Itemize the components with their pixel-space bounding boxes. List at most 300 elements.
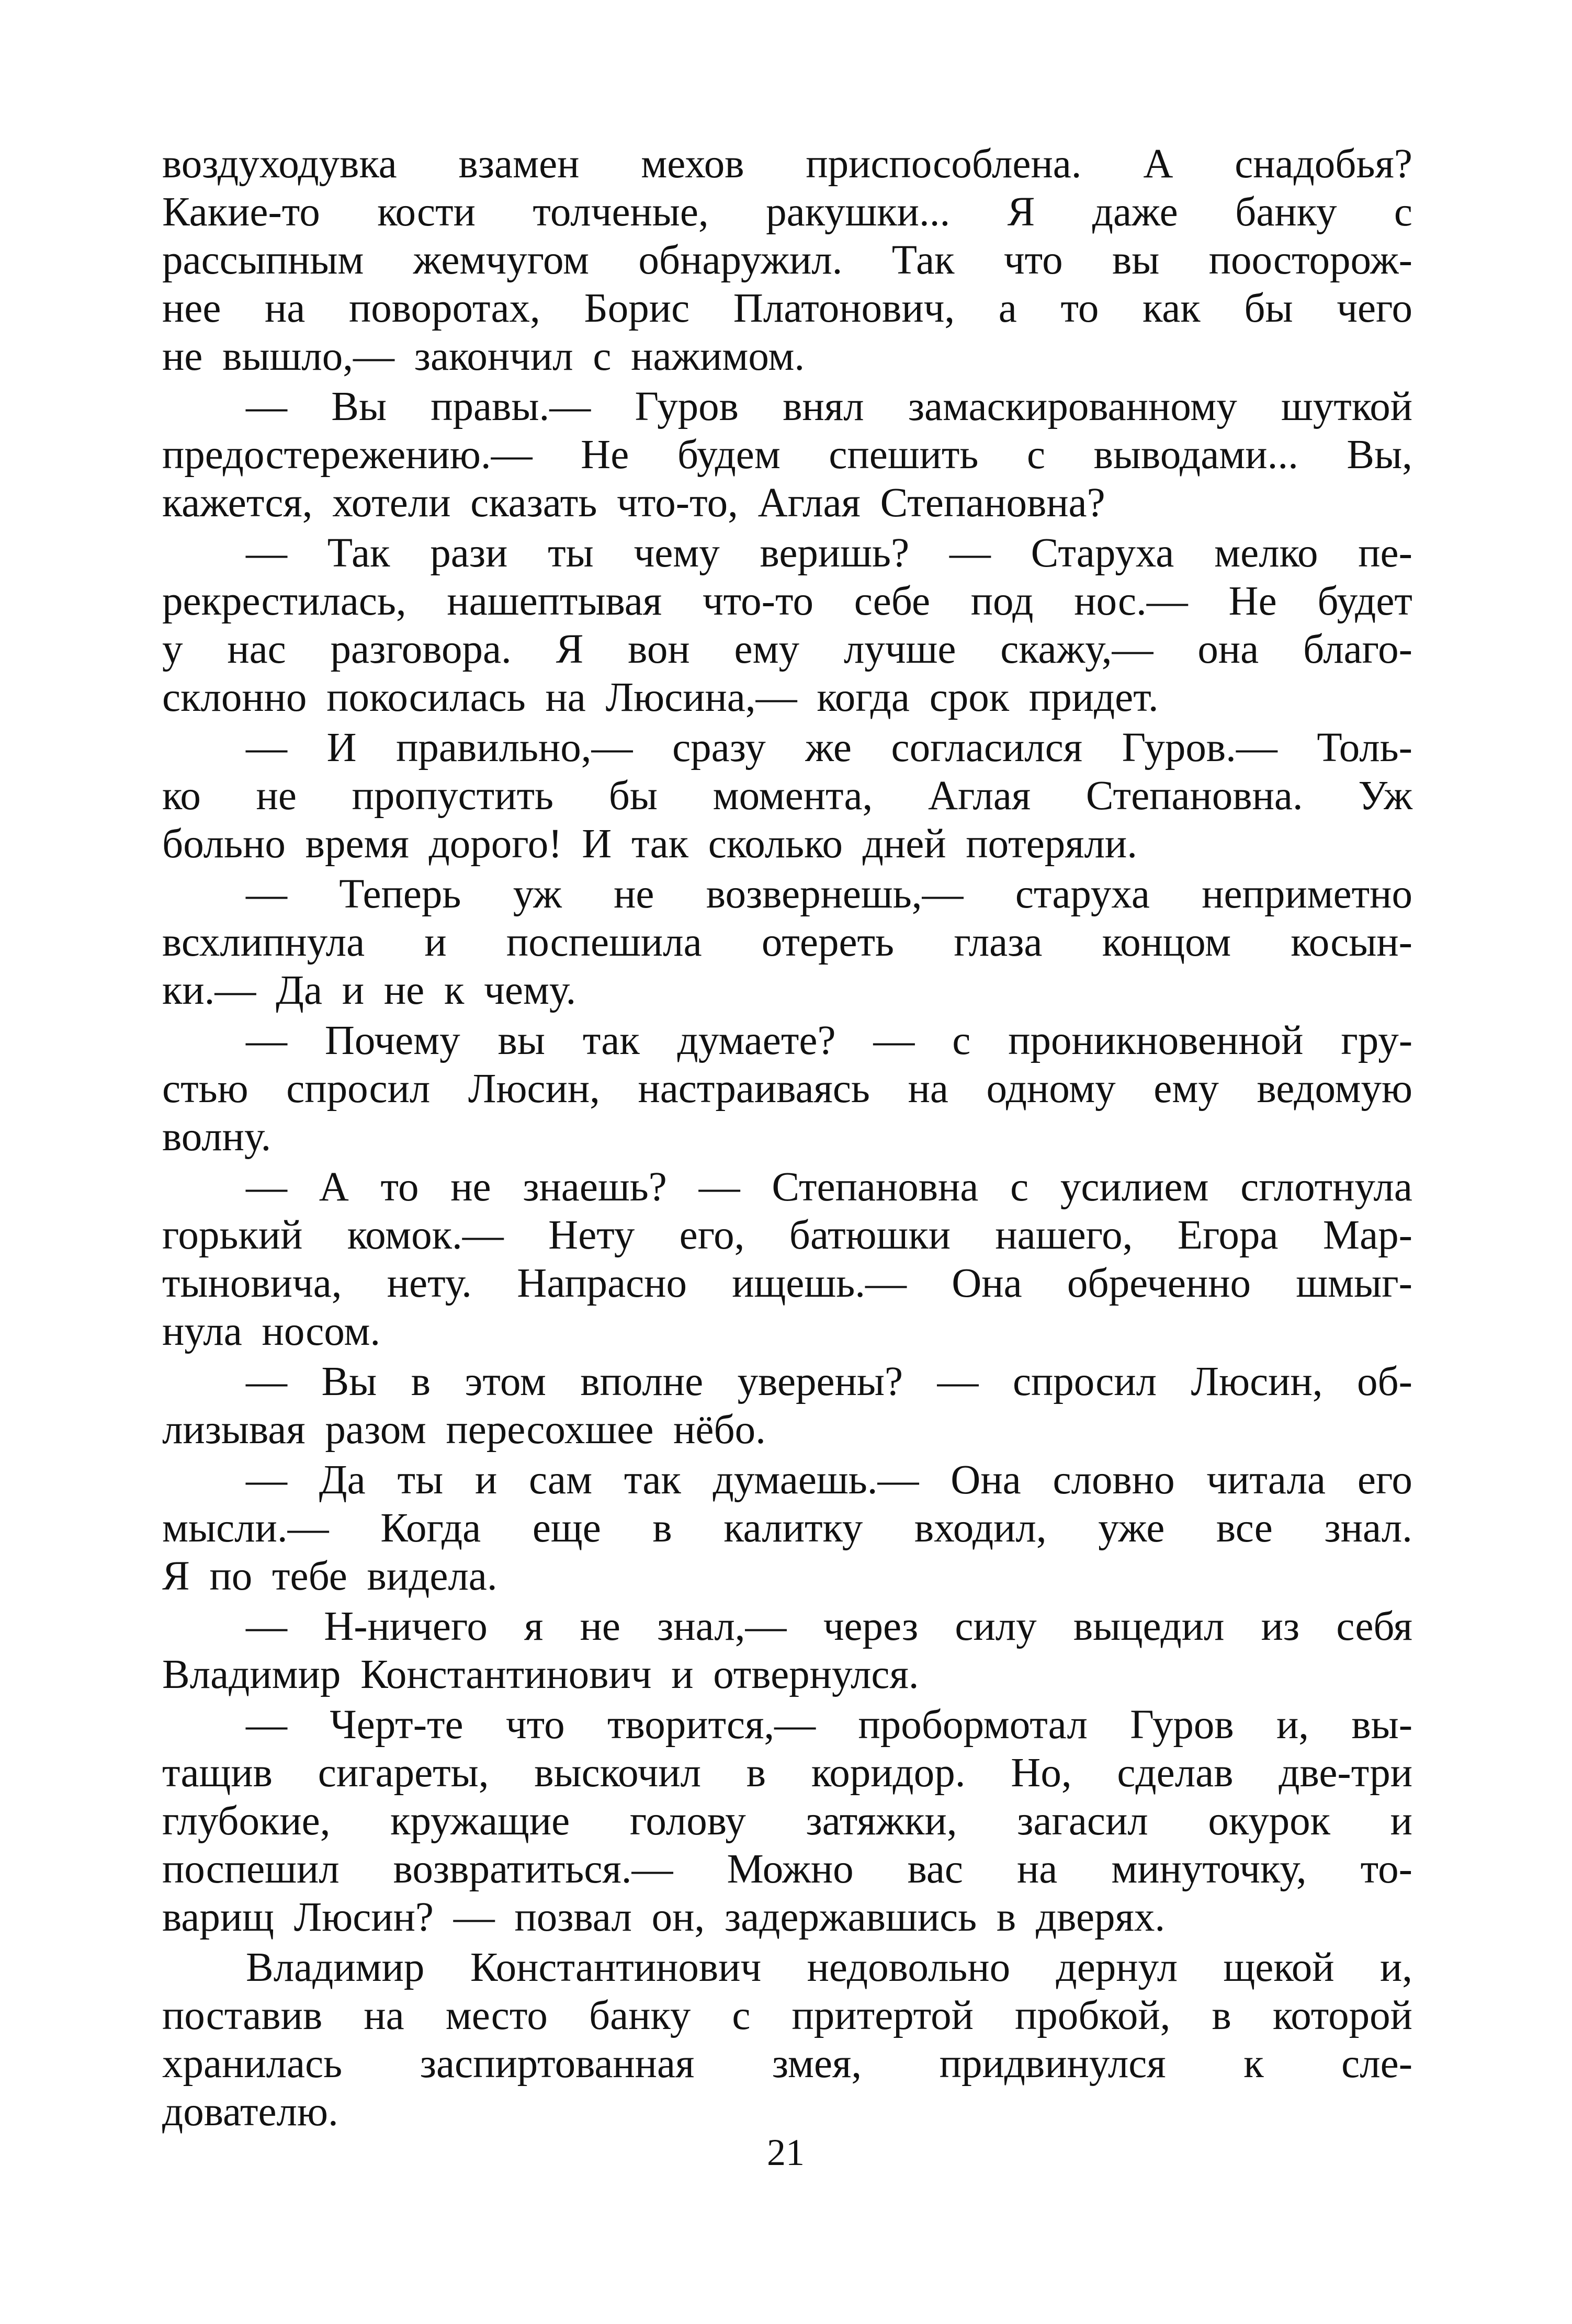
word: он, (651, 1895, 705, 1940)
text-line (162, 1308, 1412, 1356)
word: на (908, 1066, 948, 1112)
word: с (1010, 1164, 1029, 1210)
word: А (1143, 141, 1173, 187)
word: — (246, 725, 287, 770)
word: нос.— (1074, 579, 1188, 624)
word: ты (397, 1457, 444, 1503)
word: так (624, 1457, 681, 1503)
word: дорого! (428, 821, 562, 867)
text-line (162, 1552, 1412, 1601)
word: читала (1206, 1457, 1326, 1503)
word: — (873, 1018, 915, 1063)
word: с (1394, 189, 1412, 235)
word: Степановна. (1085, 773, 1303, 819)
word: Люсин, (468, 1066, 600, 1112)
word: ведомую (1257, 1066, 1412, 1112)
word: нашептывая (447, 579, 662, 624)
word: — (246, 384, 287, 429)
word: не (614, 871, 654, 917)
word: видела. (367, 1554, 497, 1599)
word: с (732, 1993, 751, 2038)
word: Почему (324, 1018, 460, 1063)
word: — (246, 1702, 287, 1748)
word: нету. (387, 1261, 472, 1306)
word: уже (1098, 1505, 1165, 1551)
word: И (326, 725, 357, 770)
text-line (162, 1701, 1412, 1749)
word: мысли.— (162, 1505, 329, 1551)
word: Я (162, 1554, 190, 1599)
word: правильно,— (396, 725, 633, 770)
text-line (162, 820, 1412, 868)
word: Толь- (1317, 725, 1412, 770)
body-text (162, 140, 1412, 2136)
word: пересохшее (446, 1407, 654, 1453)
word: жемчугом (413, 237, 590, 283)
word: косын- (1291, 920, 1412, 965)
word: Люсин? (293, 1895, 434, 1940)
word: и (342, 968, 365, 1013)
text-line (162, 1211, 1412, 1260)
word: позвал (514, 1895, 632, 1940)
word: в (652, 1505, 672, 1551)
word: ко (162, 773, 201, 819)
word: носом. (262, 1309, 381, 1354)
word: Вы (321, 1359, 377, 1404)
text-line (162, 1651, 1412, 1699)
word: глаза (954, 920, 1043, 965)
word: мелко (1214, 530, 1318, 576)
word: сглотнула (1240, 1164, 1412, 1210)
word: хотели (332, 480, 451, 526)
word: шуткой (1281, 384, 1412, 429)
word: так (631, 821, 689, 867)
word: потеряли. (966, 821, 1137, 867)
text-line (162, 1456, 1412, 1504)
word: вон (628, 627, 690, 672)
word: Я (556, 627, 584, 672)
word: вы (497, 1018, 545, 1063)
word: думаешь.— (713, 1457, 919, 1503)
word: старуха (1015, 871, 1150, 917)
word: — (453, 1895, 495, 1940)
word: скажу,— (1000, 627, 1153, 672)
word: хранилась (162, 2041, 343, 2087)
word: предостережению.— (162, 432, 533, 478)
word: Платонович, (733, 286, 955, 331)
word: лизывая (162, 1407, 306, 1453)
word: вы- (1351, 1702, 1412, 1748)
text-line (162, 967, 1412, 1015)
word: я (524, 1604, 544, 1649)
word: Да (276, 968, 323, 1013)
word: задержавшись (724, 1895, 977, 1940)
word: Она (952, 1261, 1022, 1306)
word: будем (677, 432, 781, 478)
word: Люсин, (1191, 1359, 1323, 1404)
word: Так (891, 237, 955, 283)
word: рази (430, 530, 508, 576)
word: И (582, 821, 612, 867)
word: — (246, 1604, 287, 1649)
word: Аглая (757, 480, 861, 526)
word: минуточку, (1111, 1846, 1307, 1892)
text-line (162, 772, 1412, 820)
word: — (246, 871, 287, 917)
word: сделав (1117, 1750, 1234, 1796)
text-line (162, 1065, 1412, 1113)
word: на (545, 675, 586, 720)
word: и (1390, 1798, 1412, 1844)
word: воздуходувка (162, 141, 397, 187)
word: кости (377, 189, 476, 235)
word: в (1212, 1993, 1231, 2038)
word: из (1261, 1604, 1300, 1649)
word: нашего, (995, 1212, 1133, 1258)
word: в (996, 1895, 1016, 1940)
word: рассыпным (162, 237, 364, 283)
word: лучше (843, 627, 956, 672)
word: мехов (641, 141, 744, 187)
word: закончил (414, 334, 573, 379)
word: еще (532, 1505, 601, 1551)
word: сколько (708, 821, 843, 867)
text-line (162, 2040, 1412, 2088)
word: возвернешь,— (706, 871, 964, 917)
word: Егора (1177, 1212, 1279, 1258)
word: себе (854, 579, 931, 624)
word: покосилась (326, 675, 526, 720)
word: ищешь.— (732, 1261, 907, 1306)
word: творится,— (607, 1702, 816, 1748)
word: всхлипнула (162, 920, 365, 965)
word: не (256, 773, 297, 819)
word: ки.— (162, 968, 256, 1013)
word: банку (1235, 189, 1337, 235)
word: сигареты, (318, 1750, 489, 1796)
word: к (1243, 2041, 1264, 2087)
word: — (246, 1164, 287, 1210)
word: Нету (548, 1212, 635, 1258)
word: змея, (772, 2041, 862, 2087)
word: ему (734, 627, 800, 672)
word: Владимир (246, 1945, 425, 1990)
word: Вы (331, 384, 387, 429)
word: правы.— (431, 384, 591, 429)
word: сам (529, 1457, 593, 1503)
word: одному (986, 1066, 1116, 1112)
word: — (246, 530, 287, 576)
word: Так (327, 530, 390, 576)
word: Гуров (1130, 1702, 1234, 1748)
word: вполне (580, 1359, 704, 1404)
word: с (1027, 432, 1046, 478)
word: поспешила (506, 920, 702, 965)
word: и (671, 1652, 694, 1697)
word: себя (1336, 1604, 1412, 1649)
text-line (162, 1163, 1412, 1211)
word: Гуров (635, 384, 739, 429)
word: Какие-то (162, 189, 320, 235)
word: приспособлена. (806, 141, 1082, 187)
word: этом (465, 1359, 546, 1404)
word: спросил (1012, 1359, 1157, 1404)
word: когда (817, 675, 910, 720)
word: сразу (672, 725, 766, 770)
word: Степановна? (880, 480, 1105, 526)
word: Старуха (1031, 530, 1174, 576)
word: пропустить (352, 773, 554, 819)
word: под (970, 579, 1034, 624)
word: — (246, 1457, 287, 1503)
word: благо- (1303, 627, 1412, 672)
word: что-то (702, 579, 813, 624)
text-line (162, 724, 1412, 772)
word: нажимом. (631, 334, 805, 379)
text-line (162, 1992, 1412, 2040)
word: банку (589, 1993, 691, 2038)
word: Степановна (772, 1164, 979, 1210)
word: шмыг- (1296, 1261, 1412, 1306)
word: Когда (380, 1505, 481, 1551)
word: кажется, (162, 480, 313, 526)
word: выводами... (1093, 432, 1298, 478)
word: Но, (1011, 1750, 1072, 1796)
word: ты (548, 530, 594, 576)
text-line (162, 870, 1412, 919)
word: Да (319, 1457, 366, 1503)
word: уж (513, 871, 562, 917)
word: дверях. (1035, 1895, 1166, 1940)
text-line (162, 1358, 1412, 1406)
word: — (246, 1359, 287, 1404)
word: Вы, (1347, 432, 1412, 478)
word: заспиртованная (420, 2041, 695, 2087)
text-line (162, 1845, 1412, 1894)
word: что-то, (617, 480, 738, 526)
word: тыновича, (162, 1261, 342, 1306)
word: на (265, 286, 306, 331)
word: Мар- (1322, 1212, 1412, 1258)
word: придвинулся (939, 2041, 1166, 2087)
word: по (209, 1554, 253, 1599)
word: веришь? (760, 530, 910, 576)
word: пробормотал (858, 1702, 1088, 1748)
word: ракушки... (766, 189, 951, 235)
word: Уж (1358, 773, 1412, 819)
word: щекой (1223, 1945, 1334, 1990)
word: снадобья? (1235, 141, 1412, 187)
text-line (162, 529, 1412, 577)
word: то- (1360, 1846, 1412, 1892)
word: придет. (1028, 675, 1159, 720)
word: — (949, 530, 991, 576)
word: бы (1244, 286, 1293, 331)
word: как (1143, 286, 1201, 331)
word: гру- (1341, 1018, 1412, 1063)
word: что (505, 1702, 565, 1748)
word: Она (951, 1457, 1021, 1503)
word: ему (1153, 1066, 1219, 1112)
word: Черт-те (330, 1702, 463, 1748)
text-line (162, 919, 1412, 967)
word: его (1357, 1457, 1412, 1503)
word: отереть (761, 920, 895, 965)
word: чего (1337, 286, 1412, 331)
word: и (424, 920, 447, 965)
text-line (162, 333, 1412, 381)
word: тащив (162, 1750, 273, 1796)
word: не (383, 968, 425, 1013)
word: с (593, 334, 612, 379)
word: то (380, 1164, 419, 1210)
word: коридор. (811, 1750, 966, 1796)
word: согласился (891, 725, 1083, 770)
text-line (162, 1406, 1412, 1454)
word: Н-ничего (324, 1604, 488, 1649)
word: отвернулся. (713, 1652, 919, 1697)
word: окурок (1208, 1798, 1330, 1844)
text-line (162, 674, 1412, 722)
word: загасил (1017, 1798, 1148, 1844)
word: уверены? (737, 1359, 903, 1404)
text-line (162, 1894, 1412, 1942)
word: поворотах, (349, 286, 540, 331)
word: так (582, 1018, 640, 1063)
word: варищ (162, 1895, 274, 1940)
word: и, (1276, 1702, 1309, 1748)
word: А (319, 1164, 349, 1210)
word: его, (679, 1212, 745, 1258)
word: спросил (286, 1066, 431, 1112)
word: склонно (162, 675, 307, 720)
word: сле- (1341, 2041, 1412, 2087)
word: место (445, 1993, 548, 2038)
word: вы (1112, 237, 1160, 283)
word: Гуров.— (1122, 725, 1277, 770)
word: горький (162, 1212, 303, 1258)
text-line (162, 626, 1412, 674)
word: кружащие (390, 1798, 570, 1844)
text-line (162, 140, 1412, 188)
word: концом (1102, 920, 1231, 965)
word: через (823, 1604, 919, 1649)
word: выскочил (534, 1750, 701, 1796)
word: дователю. (162, 2089, 338, 2135)
word: спешить (829, 432, 979, 478)
word: поставив (162, 1993, 323, 2038)
text-line (162, 2088, 1412, 2136)
word: неприметно (1202, 871, 1412, 917)
word: будет (1317, 579, 1412, 624)
text-line (162, 431, 1412, 479)
word: обреченно (1067, 1261, 1251, 1306)
word: время (305, 821, 409, 867)
word: срок (929, 675, 1010, 720)
word: в (746, 1750, 766, 1796)
word: чему (634, 530, 720, 576)
word: обнаружил. (638, 237, 843, 283)
word: выцедил (1073, 1604, 1225, 1649)
word: момента, (713, 773, 873, 819)
word: нас (227, 627, 286, 672)
text-line (162, 479, 1412, 527)
word: и, (1379, 1945, 1412, 1990)
word: Аглая (928, 773, 1031, 819)
text-line (162, 383, 1412, 431)
word: тебе (272, 1554, 347, 1599)
text-line (162, 1797, 1412, 1845)
word: вышло,— (222, 334, 394, 379)
word: поосторож- (1208, 237, 1412, 283)
word: Я (1007, 189, 1035, 235)
word: голову (629, 1798, 746, 1844)
word: возвратиться.— (393, 1846, 673, 1892)
word: Люсина,— (605, 675, 797, 720)
word: на (364, 1993, 404, 2038)
word: сказать (470, 480, 597, 526)
word: Владимир (162, 1652, 341, 1697)
word: поспешил (162, 1846, 340, 1892)
word: больно (162, 821, 286, 867)
word: толченые, (533, 189, 709, 235)
word: притертой (791, 1993, 974, 2038)
word: внял (783, 384, 864, 429)
word: стью (162, 1066, 248, 1112)
word: комок.— (347, 1212, 504, 1258)
word: знаешь? (523, 1164, 667, 1210)
word: знал. (1324, 1505, 1412, 1551)
word: же (805, 725, 852, 770)
word: которой (1272, 1993, 1412, 2038)
word: взамен (458, 141, 580, 187)
word: дернул (1056, 1945, 1178, 1990)
word: силу (955, 1604, 1037, 1649)
word: Константинович (470, 1945, 762, 1990)
text-line (162, 285, 1412, 333)
word: бы (608, 773, 658, 819)
word: — (937, 1359, 979, 1404)
word: на (1016, 1846, 1058, 1892)
word: Не (581, 432, 629, 478)
word: калитку (723, 1505, 863, 1551)
word: не (450, 1164, 491, 1210)
word: об- (1356, 1359, 1412, 1404)
word: волну. (162, 1114, 272, 1160)
word: усилием (1060, 1164, 1209, 1210)
word: входил, (914, 1505, 1047, 1551)
page-number: 21 (767, 2132, 805, 2173)
word: Теперь (339, 871, 461, 917)
word: проникновенной (1008, 1018, 1304, 1063)
word: Борис (584, 286, 690, 331)
word: Не (1228, 579, 1277, 624)
word: нёбо. (673, 1407, 766, 1453)
word: рекрестилась, (162, 579, 406, 624)
word: затяжки, (806, 1798, 957, 1844)
word: у (162, 627, 183, 672)
word: даже (1092, 189, 1178, 235)
text-line (162, 1944, 1412, 1992)
text-line (162, 188, 1412, 236)
word: не (580, 1604, 620, 1649)
word: пе- (1358, 530, 1412, 576)
text-line (162, 577, 1412, 626)
word: все (1216, 1505, 1273, 1551)
word: а (998, 286, 1017, 331)
word: она (1197, 627, 1259, 672)
word: — (246, 1018, 287, 1063)
